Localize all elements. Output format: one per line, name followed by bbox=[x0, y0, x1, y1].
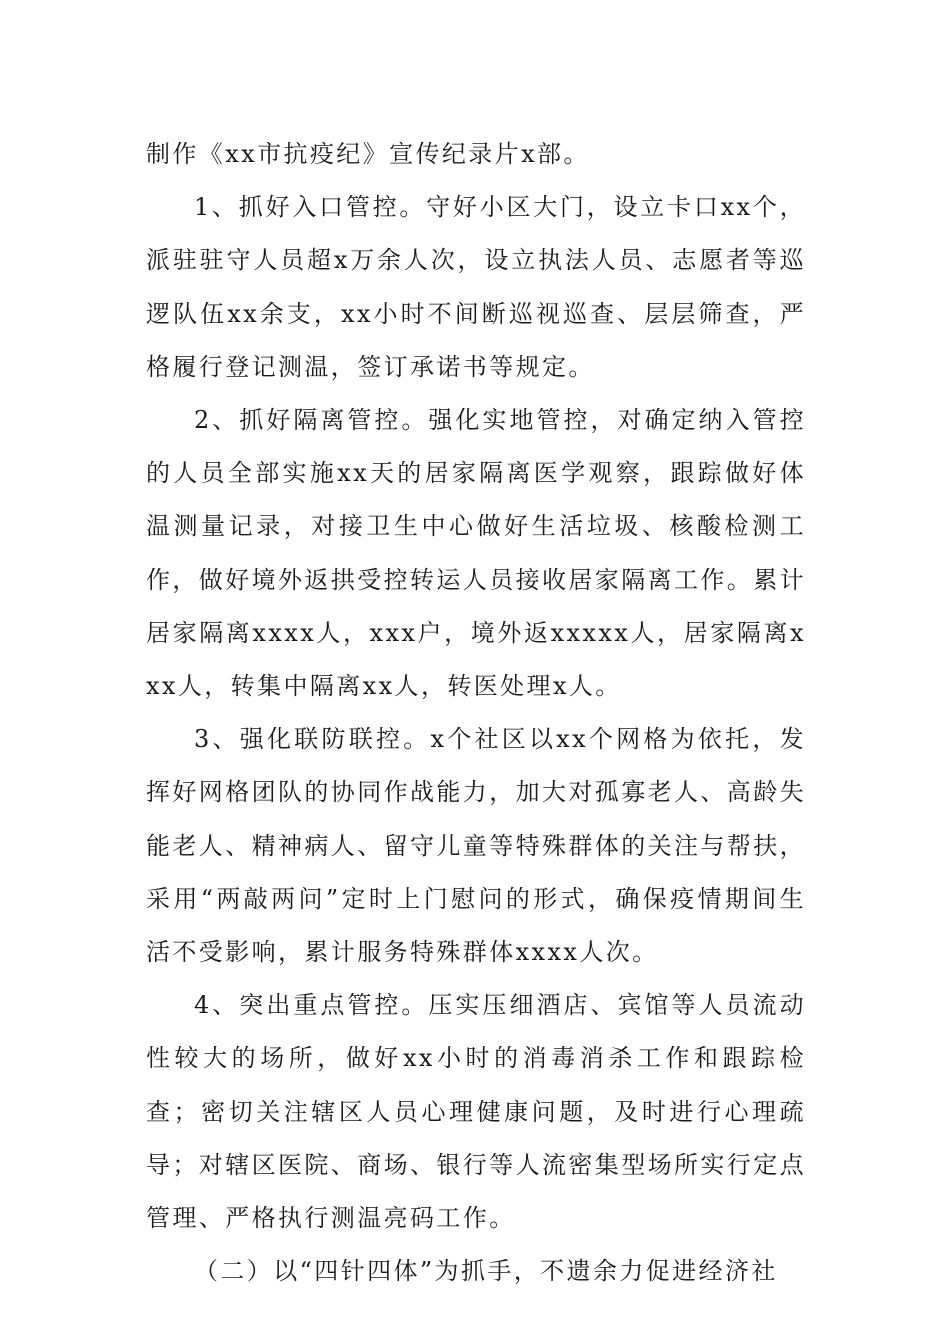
paragraph-entrance-control: 1、抓好入口管控。守好小区大门，设立卡口xx个，派驻驻守人员超x万余人次，设立执法人员、志愿者等巡逻队伍xx余支，xx小时不间断巡视巡查、层层筛查，严格履行登记测温，签订承诺书等规定。 bbox=[146, 193, 806, 381]
paragraph-continuation: 制作《xx市抗疫纪》宣传纪录片x部。 bbox=[146, 140, 590, 168]
document-body bbox=[146, 128, 806, 1298]
paragraph-joint-prevention: 3、强化联防联控。x个社区以xx个网格为依托，发挥好网格团队的协同作战能力，加大对孤寡老人、高龄失能老人、精神病人、留守儿童等特殊群体的关注与帮扶，采用“两敲两问”定时上门慰问的形式，确保疫情期间生活不受影响，累计服务特殊群体xxxx人次。 bbox=[146, 725, 806, 967]
paragraph-key-control: 4、突出重点管控。压实压细酒店、宾馆等人员流动性较大的场所，做好xx小时的消毒消杀工作和跟踪检查；密切关注辖区人员心理健康问题，及时进行心理疏导；对辖区医院、商场、银行等人流密集型场所实行定点管理、严格执行测温亮码工作。 bbox=[146, 991, 806, 1233]
paragraph-isolation-control: 2、抓好隔离管控。强化实地管控，对确定纳入管控的人员全部实施xx天的居家隔离医学观察，跟踪做好体温测量记录，对接卫生中心做好生活垃圾、核酸检测工作，做好境外返拱受控转运人员接收居家隔离工作。累计居家隔离xxxx人，xxx户，境外返xxxxx人，居家隔离xxx人，转集中隔离xx人，转医处理x人。 bbox=[146, 406, 806, 701]
paragraph-section-heading: （二）以“四针四体”为抓手，不遗余力促进经济社 bbox=[194, 1257, 778, 1286]
